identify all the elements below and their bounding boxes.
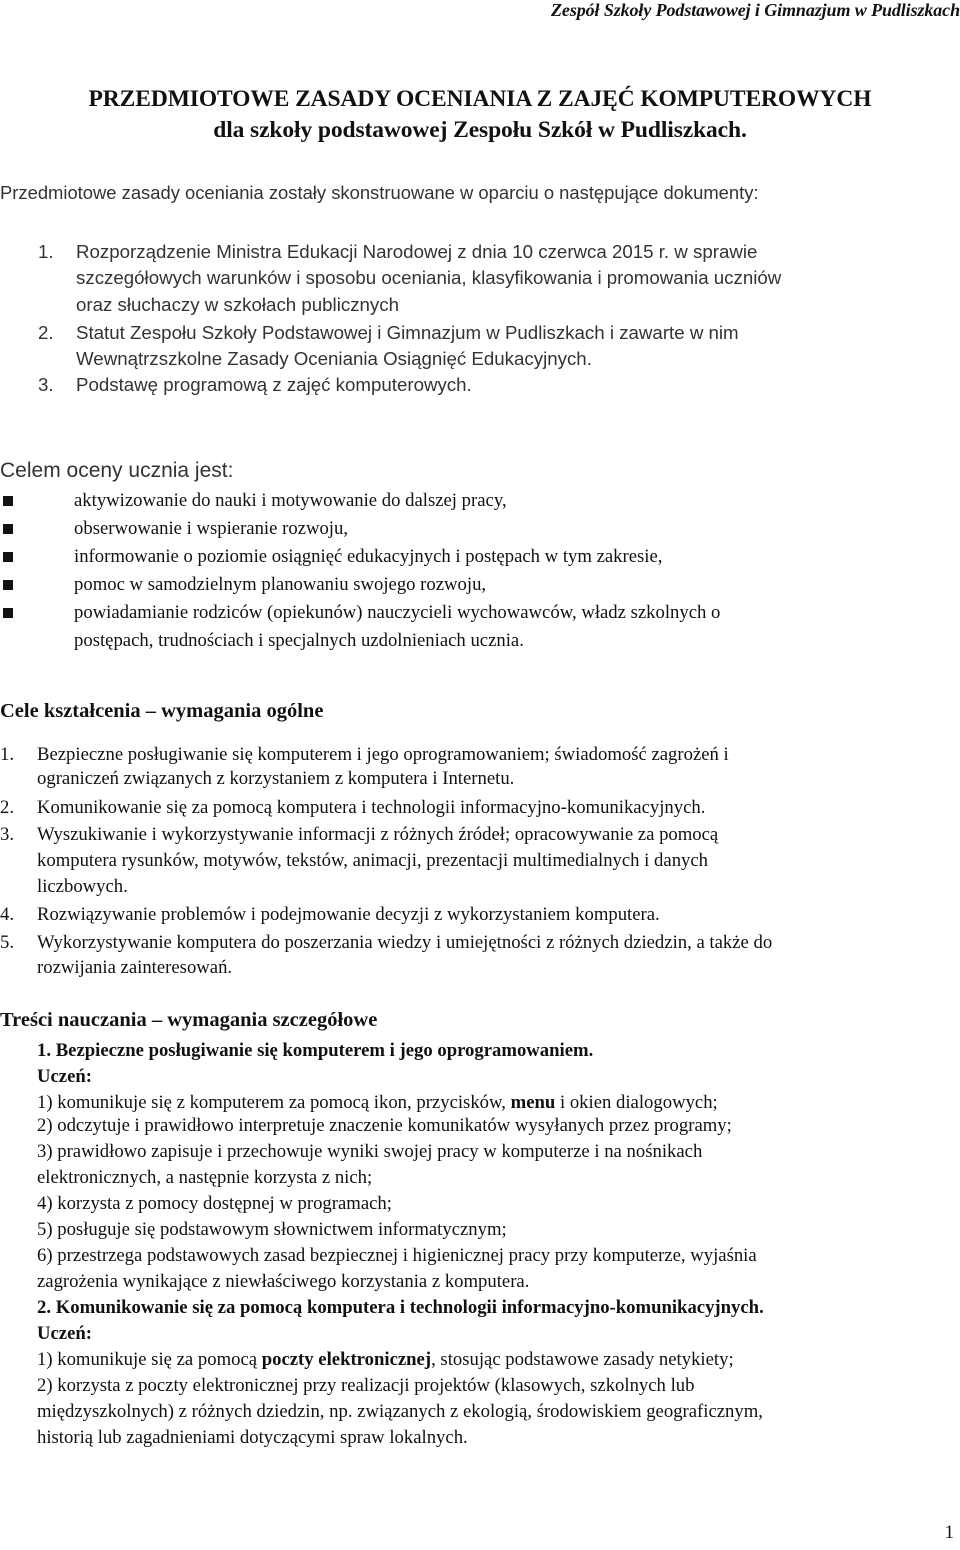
document-title-line-1: PRZEDMIOTOWE ZASADY OCENIANIA Z ZAJĘĆ KOMPUTEROWYCH [88, 86, 872, 112]
list-number: 3. [38, 374, 54, 395]
goals-item-text: postępach, trudnościach i specjalnych uzdolnieniach ucznia. [74, 630, 524, 651]
list-number: 4. [0, 904, 15, 925]
section-2-item-2-line-1: 2) korzysta z poczty elektronicznej przy realizacji projektów (klasowych, szkolnych lub [37, 1375, 695, 1396]
list-number: 2. [0, 797, 15, 818]
list-number: 1. [0, 744, 15, 765]
list-item-line: szczegółowych warunków i sposobu oceniania, klasyfikowania i promowania uczniów [76, 267, 782, 288]
list-item-line: Wewnątrzszkolne Zasady Oceniania Osiągnięć Edukacyjnych. [76, 348, 592, 369]
square-bullet-icon [3, 496, 13, 506]
item-text: i okien dialogowych; [555, 1092, 718, 1113]
list-number: 1. [38, 241, 54, 262]
list-number: 3. [0, 824, 15, 845]
section-1-item-6-line-2: zagrożenia wynikające z niewłaściwego korzystania z komputera. [37, 1271, 530, 1292]
general-item-line: Rozwiązywanie problemów i podejmowanie decyzji z wykorzystaniem komputera. [37, 904, 660, 925]
item-text: 1) komunikuje się za pomocą [37, 1349, 262, 1370]
section-2-item-1 [37, 1347, 958, 1373]
list-item-line: oraz słuchaczy w szkołach publicznych [76, 294, 400, 315]
section-1-item-3-line-1: 3) prawidłowo zapisuje i przechowuje wyniki swojej pracy w komputerze i na nośnikach [37, 1141, 703, 1162]
section-1-item-6-line-1: 6) przestrzega podstawowych zasad bezpiecznej i higienicznej pracy przy komputerze, wyjaśnia [37, 1245, 757, 1266]
general-item-line: Wyszukiwanie i wykorzystywanie informacji z różnych źródeł; opracowywanie za pomocą [37, 824, 719, 845]
general-item-line: Wykorzystywanie komputera do poszerzania wiedzy i umiejętności z różnych dziedzin, a także do [37, 932, 773, 953]
section-2-item-2-line-2: międzyszkolnych) z różnych dziedzin, np. związanych z ekologią, środowiskiem geograficznym, [37, 1401, 763, 1422]
square-bullet-icon [3, 524, 13, 534]
section-1-item-3-line-2: elektronicznych, a następnie korzysta z nich; [37, 1167, 373, 1188]
section-1-student-label: Uczeń: [37, 1066, 92, 1087]
running-header: Zespół Szkoły Podstawowej i Gimnazjum w Pudliszkach [551, 0, 960, 20]
general-item-line: ograniczeń związanych z korzystaniem z komputera i Internetu. [37, 768, 515, 789]
item-bold-term: menu [510, 1092, 556, 1113]
section-1-title: 1. Bezpieczne posługiwanie się komputerem i jego oprogramowaniem. [37, 1040, 594, 1061]
list-number: 2. [38, 322, 54, 343]
section-2-title: 2. Komunikowanie się za pomocą komputera i technologii informacyjno-komunikacyjnych. [37, 1297, 764, 1318]
square-bullet-icon [3, 552, 13, 562]
goals-item-text: informowanie o poziomie osiągnięć edukacyjnych i postępach w tym zakresie, [74, 546, 663, 567]
list-item-line: Rozporządzenie Ministra Edukacji Narodowej z dnia 10 czerwca 2015 r. w sprawie [76, 241, 758, 262]
section-2-item-2-line-3: historią lub zagadnieniami dotyczącymi spraw lokalnych. [37, 1427, 468, 1448]
square-bullet-icon [3, 580, 13, 590]
section-1-item-2: 2) odczytuje i prawidłowo interpretuje znaczenie komunikatów wysyłanych przez programy; [37, 1115, 732, 1136]
list-item-line: Statut Zespołu Szkoły Podstawowej i Gimnazjum w Pudliszkach i zawarte w nim [76, 322, 739, 343]
general-item-line: Komunikowanie się za pomocą komputera i technologii informacyjno-komunikacyjnych. [37, 797, 706, 818]
list-item-line: Podstawę programową z zajęć komputerowych. [76, 374, 472, 395]
section-2-student-label: Uczeń: [37, 1323, 92, 1344]
goals-item-text: pomoc w samodzielnym planowaniu swojego rozwoju, [74, 574, 487, 595]
item-text: , stosując podstawowe zasady netykiety; [431, 1349, 734, 1370]
item-bold-term: poczty elektronicznej [261, 1349, 432, 1370]
page-number: 1 [944, 1522, 954, 1543]
general-item-line: liczbowych. [37, 876, 128, 897]
item-text: 1) komunikuje się z komputerem za pomocą ikon, przycisków, [37, 1092, 511, 1113]
document-title-line-2: dla szkoły podstawowej Zespołu Szkół w Pudliszkach. [213, 117, 747, 143]
general-item-line: Bezpieczne posługiwanie się komputerem i jego oprogramowaniem; świadomość zagrożeń i [37, 744, 729, 765]
goals-item-text: powiadamianie rodziców (opiekunów) nauczycieli wychowawców, władz szkolnych o [74, 602, 721, 623]
goals-item-text: aktywizowanie do nauki i motywowanie do dalszej pracy, [74, 490, 507, 511]
goals-heading: Celem oceny ucznia jest: [0, 459, 234, 482]
goals-item-text: obserwowanie i wspieranie rozwoju, [74, 518, 348, 539]
section-1-item-5: 5) posługuje się podstawowym słownictwem informatycznym; [37, 1219, 507, 1240]
general-item-line: rozwijania zainteresowań. [37, 957, 233, 978]
intro-text: Przedmiotowe zasady oceniania zostały skonstruowane w oparciu o następujące dokumenty: [0, 182, 759, 203]
general-item-line: komputera rysunków, motywów, tekstów, animacji, prezentacji multimedialnych i danych [37, 850, 709, 871]
square-bullet-icon [3, 608, 13, 618]
list-number: 5. [0, 932, 15, 953]
general-requirements-heading: Cele kształcenia – wymagania ogólne [0, 700, 324, 722]
section-1-item-4: 4) korzysta z pomocy dostępnej w programach; [37, 1193, 392, 1214]
detailed-requirements-heading: Treści nauczania – wymagania szczegółowe [0, 1009, 378, 1031]
